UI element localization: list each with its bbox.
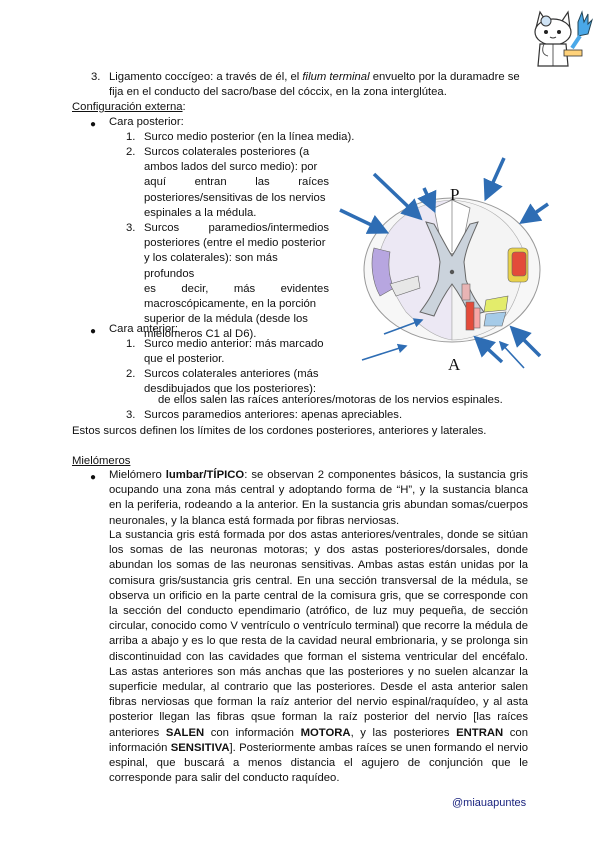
list-number: 3.: [126, 222, 136, 234]
list-number: 1.: [126, 338, 136, 350]
anterior-item-1: Surco medio anterior: más marcado que el posterior.: [144, 338, 324, 366]
list-number: 2.: [126, 146, 136, 158]
posterior-item-3: Surcos paramedios/intermedios posteriores (entre el medio posterior y los colaterales): son más profundos es decir, más evidentes macroscópicamente, en la porción superior de la médula (desde los mielómeros C1 al D6).: [144, 222, 329, 341]
anterior-face-label: Cara anterior:: [109, 323, 179, 335]
section-heading-mielomeros: Mielómeros: [72, 455, 131, 467]
posterior-label: P: [450, 185, 460, 204]
ligament-line-1: Ligamento coccígeo: a través de él, el filum terminal envuelto por la duramadre se: [109, 71, 520, 83]
anterior-label: A: [448, 355, 461, 374]
sulci-summary: Estos surcos definen los límites de los cordones posteriores, anteriores y laterales.: [72, 425, 487, 437]
author-handle: @miauapuntes: [452, 797, 527, 809]
cat-doctor-mascot-icon: [526, 6, 598, 70]
bullet-icon: ●: [90, 472, 97, 483]
posterior-item-2: Surcos colaterales posteriores (a ambos lados del surco medio): por aquí entran las raíces posteriores/sensitivas de los nervios espinales a la médula.: [144, 146, 329, 219]
posterior-face-label: Cara posterior:: [109, 116, 184, 128]
list-number: 2.: [126, 368, 136, 380]
filum-terminal-term: filum terminal: [302, 71, 370, 83]
list-number: 3.: [126, 409, 136, 421]
mielomero-paragraph-1: Mielómero lumbar/TÍPICO: se observan 2 componentes básicos, la sustancia gris ocupando una zona más central y adoptando forma de “H”, y la sustancia blanca en la periferia, rodeando a la anterior. En la sustancia gris abundan somas/cuerpos neuronales, y la blanca está formada por fibras nerviosas.: [109, 469, 528, 527]
anterior-item-2-continuation: de ellos salen las raíces anteriores/motoras de los nervios espinales.: [158, 394, 503, 406]
list-number: 1.: [126, 131, 136, 143]
mielomero-paragraph-2: La sustancia gris está formada por dos astas anteriores/ventrales, donde se sitúan los somas de las neuronas motoras; y dos astas posteriores/dorsales, donde abundan los somas de las neuronas sensitivas. Ambas astas están unidas por la comisura gris/sustancia gris central. En una sección transversal de la médula, se observa un orificio en la parte central de la comisura gris, que se corresponde con la sección del conducto ependimario (atrófico, de luz muy pequeña, de sección circular, conocido como V ventrículo o ventrículo terminal) que recorre la médula de arriba a abajo y es lo que resta de la cavidad neural embrionaria, y se prolonga sin discontinuidad con las cavidades que forman el sistema ventricular del encéfalo. Las astas anteriores son más anchas que las posteriores y no suelen alcanzar la superficie medular, al contrario que las posteriores. Desde el asta anterior salen fibras nerviosas que forman la raíz anterior del nervio espinal/raquídeo, y al asta posterior llegan las fibras qsue forman la raíz posterior del nervio [las raíces anteriores SALEN con información MOTORA, y las posteriores ENTRAN con información SENSITIVA]. Posteriormente ambas raíces se unen formando el nervio espinal, que buscará a menos distancia el agujero de conjunción que le corresponde para salir del conducto raquídeo.: [109, 529, 528, 785]
anterior-item-3: Surcos paramedios anteriores: apenas apreciables.: [144, 409, 403, 421]
spinal-cord-cross-section-diagram: [334, 152, 556, 380]
bullet-icon: ●: [90, 326, 97, 337]
posterior-item-1: Surco medio posterior (en la línea media).: [144, 131, 355, 143]
section-heading-external: Configuración externa:: [72, 101, 186, 113]
ligament-line-2: fija en el conducto del sacro/base del cóccix, en la zona interglútea.: [109, 86, 447, 98]
list-number: 3.: [91, 71, 101, 83]
bullet-icon: ●: [90, 119, 97, 130]
anterior-item-2: Surcos colaterales anteriores (más desdibujados que los posteriores):: [144, 368, 319, 396]
